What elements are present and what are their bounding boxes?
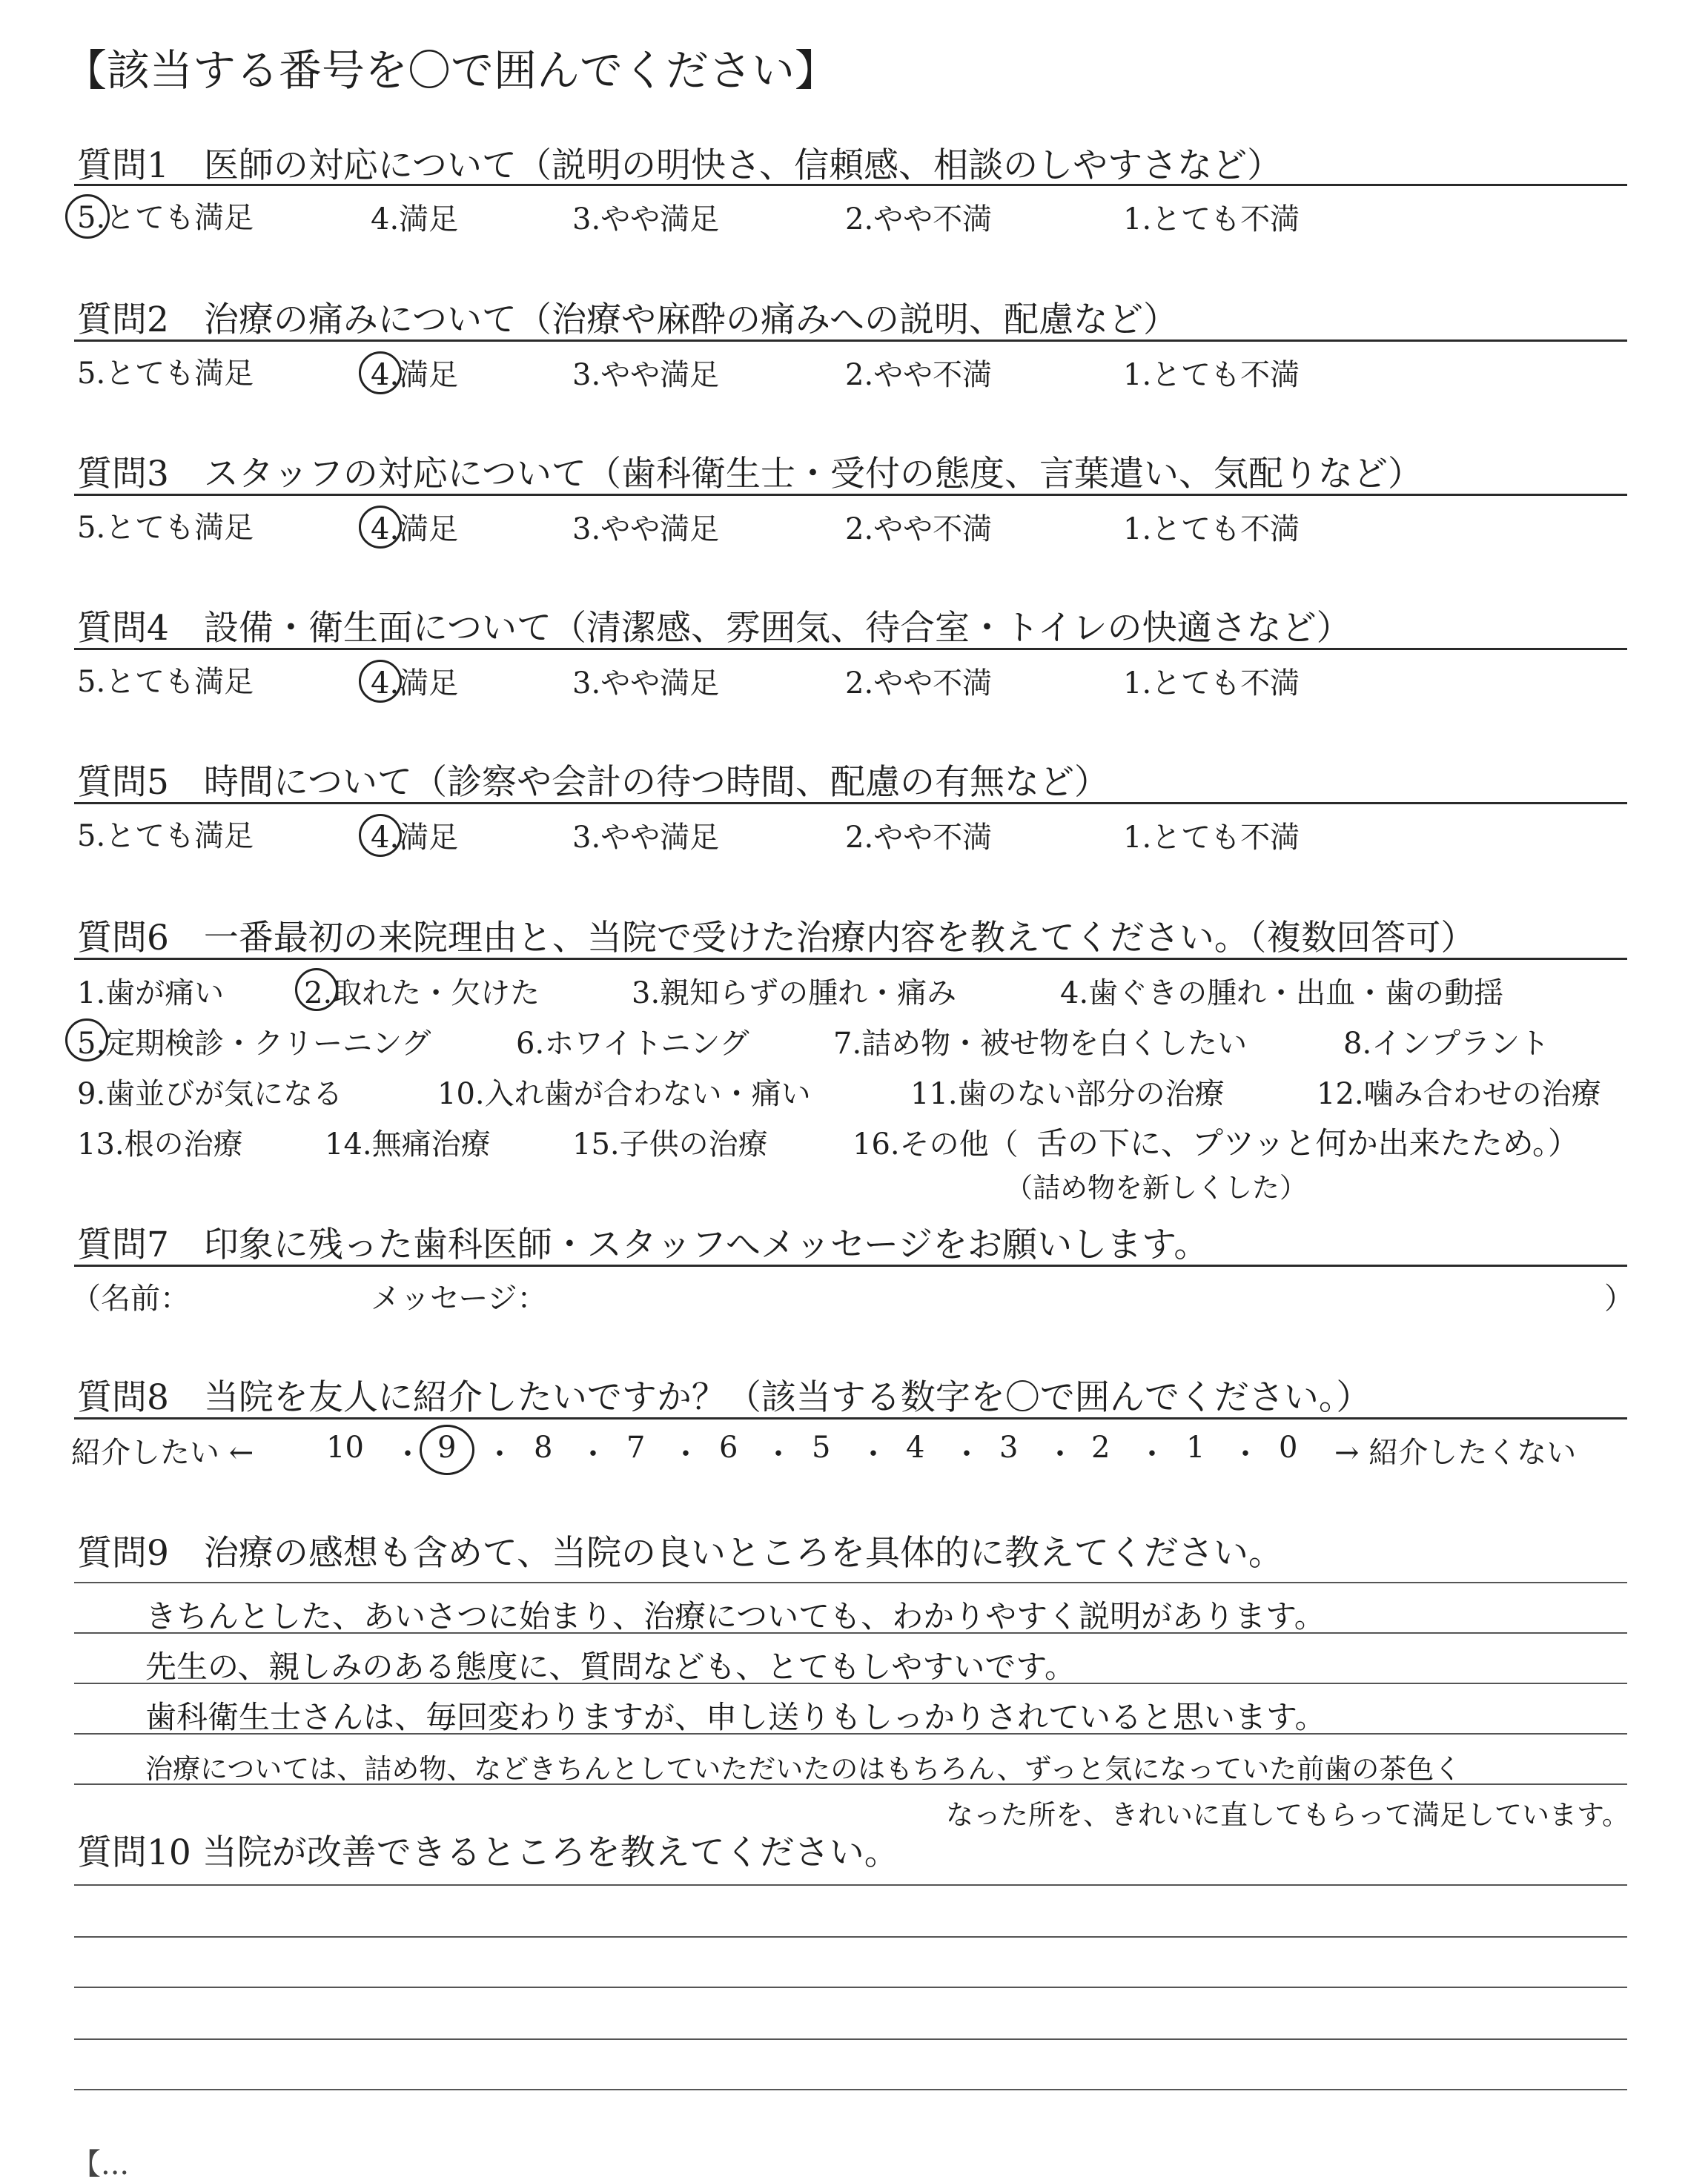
q8-dot: ・ [1231,1437,1260,1471]
q8-dot: ・ [1137,1437,1167,1471]
q10-writing-line [74,2089,1627,2090]
q7-close-paren: ） [1604,1282,1634,1316]
q8-dot: ・ [952,1437,982,1471]
q2-title: 質問2 治療の痛みについて（治療や麻酔の痛みへの説明、配慮など） [77,299,1179,340]
q6-selection-circle-2 [295,968,338,1011]
q7-message-label[interactable]: メッセージ： [371,1282,547,1316]
footer-partial-text: 【... [71,2147,130,2182]
q1-option-2[interactable]: 2.やや不満 [845,202,993,236]
q6-option-4[interactable]: 4.歯ぐきの腫れ・出血・歯の動揺 [1060,976,1504,1010]
q8-dot: ・ [485,1437,514,1471]
q2-option-5[interactable]: 5.とても満足 [77,357,254,391]
q8-scale-1[interactable]: 1 [1186,1431,1205,1465]
q2-option-2[interactable]: 2.やや不満 [845,358,993,392]
q6-option-1[interactable]: 1.歯が痛い [77,976,225,1010]
q6-option-3[interactable]: 3.親知らずの腫れ・痛み [632,976,957,1010]
q6-option-16[interactable]: 16.その他（ [853,1127,1019,1162]
q10-writing-line [74,2038,1627,2040]
q4-rule [74,648,1627,650]
q10-title: 質問10 当院が改善できるところを教えてください。 [77,1832,899,1873]
q1-option-3[interactable]: 3.やや満足 [572,202,720,236]
q3-option-3[interactable]: 3.やや満足 [572,512,720,546]
q8-dot: ・ [1045,1437,1075,1471]
q6-option-10[interactable]: 10.入れ歯が合わない・痛い [437,1077,811,1111]
page-header: 【該当する番号を〇で囲んでください】 [64,45,838,96]
q6-option-5[interactable]: 5.定期検診・クリーニング [77,1027,431,1061]
q3-title: 質問3 スタッフの対応について（歯科衛生士・受付の態度、言葉遣い、気配りなど） [77,454,1423,494]
q8-scale-8[interactable]: 8 [534,1431,553,1465]
q7-title: 質問7 印象に残った歯科医師・スタッフへメッセージをお願いします。 [77,1225,1209,1265]
q10-writing-line [74,1987,1627,1988]
q6-option-15[interactable]: 15.子供の治療 [572,1127,768,1162]
q6-option-14[interactable]: 14.無痛治療 [325,1127,491,1162]
q8-selection-circle [420,1425,474,1475]
q6-rule [74,958,1627,960]
q5-option-2[interactable]: 2.やや不満 [845,821,993,855]
q3-selection-circle [359,506,402,549]
q4-option-3[interactable]: 3.やや満足 [572,666,720,700]
q9-answer-line-2: 先生の、親しみのある態度に、質問なども、とてもしやすいです。 [145,1649,1076,1685]
q10-writing-line [74,1884,1627,1886]
q5-option-4[interactable]: 4.満足 [371,821,459,855]
q6-option-11[interactable]: 11.歯のない部分の治療 [910,1077,1225,1111]
q5-option-5[interactable]: 5.とても満足 [77,819,254,853]
q8-scale-7[interactable]: 7 [626,1431,646,1465]
q5-selection-circle [359,814,402,857]
q2-option-1[interactable]: 1.とても不満 [1123,358,1300,392]
q4-title: 質問4 設備・衛生面について（清潔感、雰囲気、待合室・トイレの快適さなど） [77,608,1351,649]
q4-option-2[interactable]: 2.やや不満 [845,666,993,700]
q4-option-1[interactable]: 1.とても不満 [1123,666,1300,700]
q2-selection-circle [359,351,402,394]
q6-option-7[interactable]: 7.詰め物・被せ物を白くしたい [833,1027,1248,1061]
q8-scale-9[interactable]: 9 [437,1431,457,1465]
q1-rule [74,184,1627,186]
q8-scale-5[interactable]: 5 [812,1431,831,1465]
q6-option-12[interactable]: 12.噛み合わせの治療 [1317,1077,1601,1111]
q6-other-handwritten-2: （詰め物を新しくした） [1005,1172,1307,1204]
q4-option-5[interactable]: 5.とても満足 [77,665,254,699]
q8-title: 質問8 当院を友人に紹介したいですか？（該当する数字を〇で囲んでください。） [77,1377,1371,1418]
q4-selection-circle [359,660,402,703]
q8-scale-4[interactable]: 4 [906,1431,925,1465]
q6-option-9[interactable]: 9.歯並びが気になる [77,1077,343,1111]
q1-option-4[interactable]: 4.満足 [371,202,459,236]
q8-scale-3[interactable]: 3 [999,1431,1019,1465]
q8-dot: ・ [578,1437,608,1471]
q9-title: 質問9 治療の感想も含めて、当院の良いところを具体的に教えてください。 [77,1533,1283,1574]
q9-answer-line-4: 治療については、詰め物、などきちんとしていただいたのはもちろん、ずっと気になっていた前歯の茶色く [145,1753,1462,1785]
q1-title: 質問1 医師の対応について（説明の明快さ、信頼感、相談のしやすさなど） [77,145,1282,186]
q3-option-2[interactable]: 2.やや不満 [845,512,993,546]
q3-rule [74,494,1627,496]
q10-writing-line [74,1936,1627,1938]
q8-scale-0[interactable]: 0 [1279,1431,1298,1465]
q1-option-5[interactable]: 5.とても満足 [77,201,254,235]
q6-other-handwritten-1: 舌の下に、プツッと何か出来たため。） [1036,1125,1580,1162]
q2-rule [74,339,1627,342]
q8-dot: ・ [671,1437,701,1471]
q9-answer-line-1: きちんとした、あいさつに始まり、治療についても、わかりやすく説明があります。 [145,1598,1325,1634]
q6-option-13[interactable]: 13.根の治療 [77,1127,243,1162]
q8-scale-6[interactable]: 6 [719,1431,738,1465]
q9-answer-line-3: 歯科衛生士さんは、毎回変わりますが、申し送りもしっかりされていると思います。 [145,1699,1326,1735]
q2-option-4[interactable]: 4.満足 [371,358,459,392]
q7-rule [74,1265,1627,1267]
q5-option-3[interactable]: 3.やや満足 [572,821,720,855]
q6-option-2[interactable]: 2.取れた・欠けた [304,976,540,1010]
q5-option-1[interactable]: 1.とても不満 [1123,821,1300,855]
q8-scale-2[interactable]: 2 [1091,1431,1110,1465]
q5-title: 質問5 時間について（診察や会計の待つ時間、配慮の有無など） [77,762,1109,803]
q8-right-label: → 紹介したくない [1334,1436,1577,1470]
q3-option-5[interactable]: 5.とても満足 [77,511,254,545]
q1-selection-circle [65,194,110,239]
q8-scale-10[interactable]: 10 [326,1431,364,1465]
q8-dot: ・ [393,1437,423,1471]
q3-option-1[interactable]: 1.とても不満 [1123,512,1300,546]
q8-dot: ・ [858,1437,888,1471]
q8-left-label: 紹介したい ← [71,1436,254,1470]
q7-name-label: （名前： [71,1282,190,1316]
q3-option-4[interactable]: 4.満足 [371,512,459,546]
q6-title: 質問6 一番最初の来院理由と、当院で受けた治療内容を教えてください。（複数回答可） [77,918,1476,958]
q8-dot: ・ [764,1437,793,1471]
q9-writing-line [74,1582,1627,1583]
q6-selection-circle-5 [65,1018,108,1061]
q6-option-6[interactable]: 6.ホワイトニング [516,1027,749,1061]
q8-rule [74,1417,1627,1420]
q5-rule [74,802,1627,804]
q2-option-3[interactable]: 3.やや満足 [572,358,720,392]
q1-option-1[interactable]: 1.とても不満 [1123,202,1300,236]
q6-option-8[interactable]: 8.インプラント [1343,1027,1550,1061]
q9-answer-line-5: なった所を、きれいに直してもらって満足しています。 [946,1799,1630,1831]
q4-option-4[interactable]: 4.満足 [371,666,459,700]
